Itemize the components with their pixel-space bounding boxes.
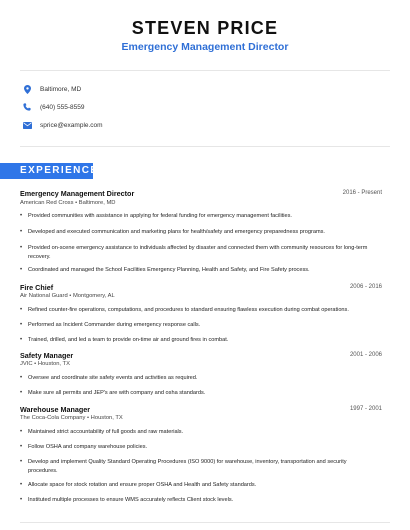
job-dates: 1997 - 2001 — [349, 406, 382, 412]
job-location: Houston, TX — [90, 415, 123, 421]
list-item: • Coordinated and managed the School Facilities Emergency Planning, Health and Safety, and Fire Safety process. — [20, 266, 370, 275]
list-item: • Follow OSHA and company warehouse policies. — [20, 443, 370, 452]
job-location: Montgomery, AL — [72, 293, 115, 299]
bullet-text: Trained, drilled, and led a team to provide on-time air and ground fires in combat. — [28, 337, 229, 343]
candidate-title: Emergency Management Director — [121, 41, 289, 53]
contact-email — [22, 118, 103, 132]
bullet-text: Oversee and coordinate site safety events and activities as required. — [28, 375, 198, 381]
job-location: Houston, TX — [37, 361, 70, 367]
list-item: • Developed and executed communication and marketing plans for health/safety and emergency preparedness programs. — [20, 228, 370, 237]
list-item: • Instituted multiple processes to ensure WMS accurately reflects Client stock levels. — [20, 496, 370, 505]
divider — [20, 522, 390, 523]
list-item: • Maintained strict accountability of full goods and raw materials. — [20, 428, 370, 437]
contact-location — [22, 82, 81, 96]
list-item: • Allocate space for stock rotation and ensure proper OSHA and Health and Safety standards. — [20, 481, 370, 490]
list-item: • Performed as Incident Commander during emergency response calls. — [20, 321, 370, 330]
location-pin-icon — [22, 84, 32, 94]
job-dates: 2001 - 2006 — [349, 352, 382, 358]
job-org-line: The Coca-Cola Company • Houston, TX — [20, 415, 123, 421]
bullet-text: Maintained strict accountability of full goods and raw materials. — [28, 429, 184, 435]
bullet-text: Refined counter-fire operations, computations, and procedures to standard ensuring flawless execution during combat operations. — [28, 307, 349, 313]
bullet-text: Follow OSHA and company warehouse policies. — [28, 444, 148, 450]
bullet-text: Provided communities with assistance in applying for federal funding for emergency management facilities. — [28, 213, 292, 219]
bullet-text: Develop and implement Quality Standard Operating Procedures (ISO 9000) for warehouse, inventory, transportation and security procedures. — [28, 459, 347, 474]
job-org-line: Air National Guard • Montgomery, AL — [20, 293, 115, 299]
job-title: Fire Chief — [20, 283, 54, 292]
job-org-line: American Red Cross • Baltimore, MD — [20, 200, 116, 206]
bullet-text: Make sure all permits and JEP's are with company and osha standards. — [28, 390, 206, 396]
list-item: • Refined counter-fire operations, computations, and procedures to standard ensuring flawless execution during combat operations. — [20, 306, 370, 315]
bullet-text: Coordinated and managed the School Facilities Emergency Planning, Health and Safety, and Fire Safety process. — [28, 267, 310, 273]
list-item: • Make sure all permits and JEP's are with company and osha standards. — [20, 389, 370, 398]
job-title: Emergency Management Director — [20, 189, 135, 198]
bullet-text: Allocate space for stock rotation and ensure proper OSHA and Health and Safety standards. — [28, 482, 257, 488]
bullet-text: Performed as Incident Commander during emergency response calls. — [28, 322, 201, 328]
job-title: Safety Manager — [20, 351, 74, 360]
job-org: The Coca-Cola Company — [20, 415, 86, 421]
job-title: Warehouse Manager — [20, 405, 91, 414]
bullet-text: Developed and executed communication and marketing plans for health/safety and emergency preparedness programs. — [28, 229, 325, 235]
email-text: sprice@example.com — [40, 121, 103, 129]
list-item: • Provided communities with assistance in applying for federal funding for emergency management facilities. — [20, 212, 370, 221]
email-icon — [22, 120, 32, 130]
bullet-text: Instituted multiple processes to ensure WMS accurately reflects Client stock levels. — [28, 497, 234, 503]
job-dates: 2016 - Present — [342, 190, 382, 196]
divider — [20, 70, 390, 71]
candidate-name: STEVEN PRICE — [131, 18, 279, 38]
bullet-text: Provided on-scene emergency assistance to individuals affected by disaster and connected them with community resources for long-term recovery. — [28, 245, 368, 260]
job-dates: 2006 - 2016 — [349, 284, 382, 290]
list-item: • Provided on-scene emergency assistance to individuals affected by disaster and connected them with community resources for long-term recovery. — [20, 244, 370, 262]
phone-icon — [22, 102, 32, 112]
job-org-line: JVIC • Houston, TX — [20, 361, 70, 367]
section-title-experience: EXPERIENCE — [20, 165, 99, 176]
job-org: JVIC — [20, 361, 33, 367]
phone-text: (640) 555-8559 — [40, 103, 85, 111]
list-item: • Trained, drilled, and led a team to provide on-time air and ground fires in combat. — [20, 336, 370, 345]
list-item: • Oversee and coordinate site safety events and activities as required. — [20, 374, 370, 383]
job-org: American Red Cross — [20, 200, 74, 206]
job-location: Baltimore, MD — [78, 200, 116, 206]
job-org: Air National Guard — [20, 293, 68, 299]
contact-phone — [22, 100, 84, 114]
divider — [20, 146, 390, 147]
location-text: Baltimore, MD — [40, 85, 82, 93]
list-item: • Develop and implement Quality Standard Operating Procedures (ISO 9000) for warehouse, inventory, transportation and security procedures. — [20, 458, 370, 476]
